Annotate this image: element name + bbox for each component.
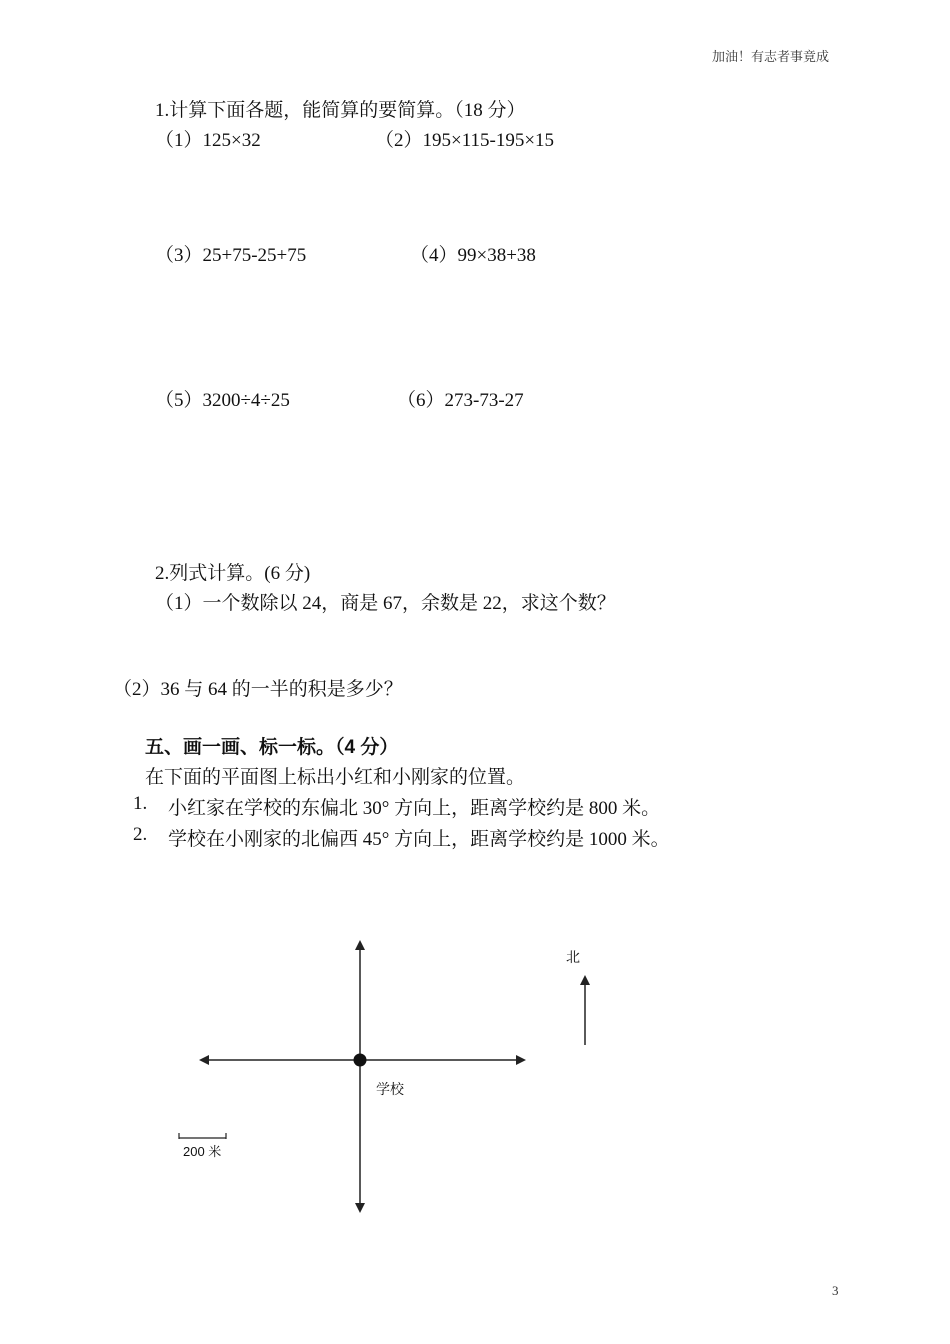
q1-item-4: （4）99×38+38 (410, 245, 536, 266)
scale-label: 200 米 (183, 1144, 222, 1159)
q1-item-1: （1）125×32 (155, 130, 261, 151)
north-label: 北 (566, 949, 580, 965)
page-number: 3 (832, 1283, 839, 1298)
left-arrowhead (199, 1055, 209, 1065)
q1-title: 1.计算下面各题，能简算的要简算。（18 分） (155, 100, 526, 121)
section5-item-2-num: 2. (133, 824, 148, 845)
section5-item-1-num: 1. (133, 793, 148, 814)
north-arrowhead (580, 975, 590, 985)
q2-item-1: （1）一个数除以 24，商是 67，余数是 22，求这个数？ (155, 593, 616, 614)
q1-item-6: （6）273-73-27 (397, 390, 524, 411)
header-motto: 加油！有志者事竟成 (712, 49, 830, 64)
down-arrowhead (355, 1203, 365, 1213)
section5-item-1-text: 小红家在学校的东偏北 30° 方向上，距离学校约是 800 米。 (168, 798, 661, 819)
section5-title: 五、画一画、标一标。（4 分） (145, 737, 399, 758)
right-arrowhead (516, 1055, 526, 1065)
school-point (354, 1054, 367, 1067)
up-arrowhead (355, 940, 365, 950)
q2-item-2: （2）36 与 64 的一半的积是多少？ (113, 679, 403, 700)
section5-item-2-text: 学校在小刚家的北偏西 45° 方向上，距离学校约是 1000 米。 (168, 829, 670, 850)
q2-title: 2.列式计算。(6 分) (155, 563, 311, 584)
section5-instruction: 在下面的平面图上标出小红和小刚家的位置。 (145, 767, 526, 788)
q1-item-5: （5）3200÷4÷25 (155, 390, 290, 411)
school-label: 学校 (376, 1081, 404, 1097)
q1-item-3: （3）25+75-25+75 (155, 245, 307, 266)
q1-item-2: （2）195×115-195×15 (375, 130, 555, 151)
